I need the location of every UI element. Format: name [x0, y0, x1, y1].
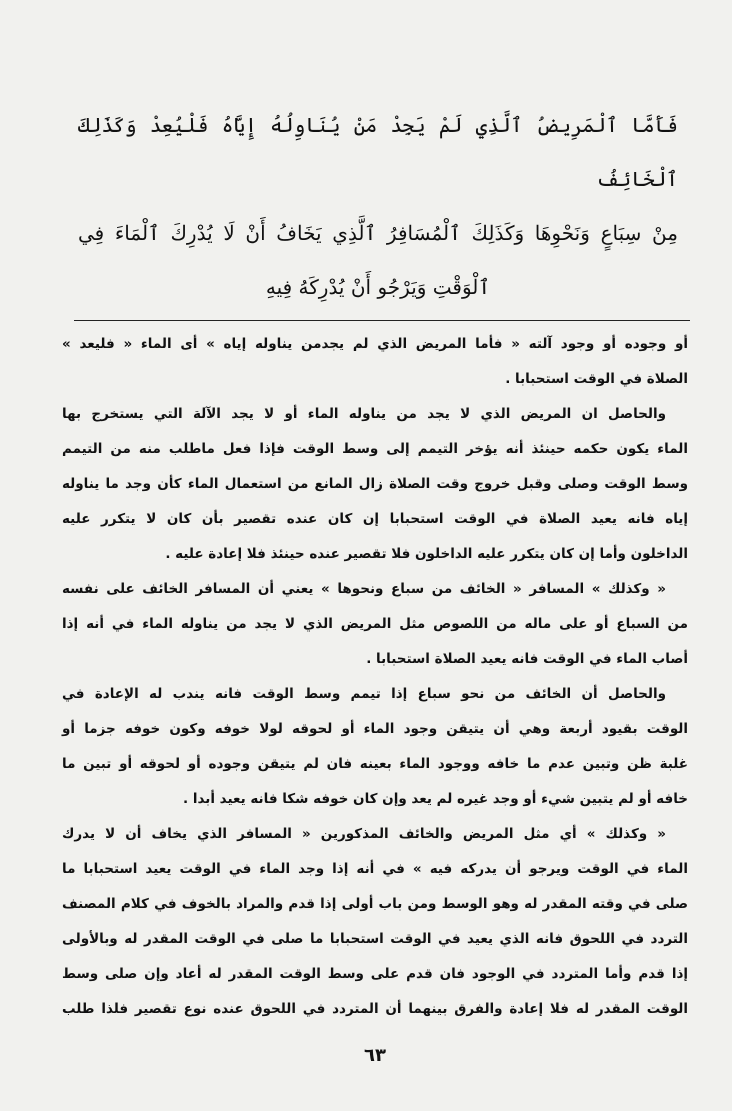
verse-line: ٱلْوَقْتِ وَيَرْجُو أَنْ يُدْرِكَهُ فِيهِ	[265, 275, 491, 299]
commentary-text	[62, 327, 688, 1027]
text-line: والحاصل ان المريض الذي لا يجد من يناوله الماء أو لا يجد الآلة التي يستخرج بها	[62, 406, 666, 422]
text-line: غلبة ظن وتبين عدم ما خافه ووجود الماء بعينه فان لم يتيقن وجوده أو لحوقه أو تبين ما	[62, 756, 688, 772]
text-line: « وكذلك » المسافر « الخائف من سباع ونحوها » يعني أن المسافر الخائف على نفسه	[62, 581, 666, 597]
text-line: إذا قدم وأما المتردد في الوجود فان قدم على وسط الوقت المقدر له أعاد وإن صلى وسط	[62, 966, 688, 982]
text-line: خافه أو لم يتبين شيء أو وجد غيره لم يعد وإن كان خوفه شكا فانه يعيد أبدا .	[183, 791, 688, 807]
page-number: ٦٣	[364, 1045, 386, 1066]
verse-line: فَأَمَّا ٱلْمَرِيضُ ٱلَّذِي لَمْ يَجِدْ مَنْ يُنَاوِلُهُ إِيَّاهُ فَلْيُعِدْ وَكَذَلِكَ ٱلْخَائِفُ	[78, 113, 678, 191]
text-line: والحاصل أن الخائف من نحو سباع إذا تيمم وسط الوقت فانه يندب له الإعادة في	[62, 686, 666, 702]
text-line: أصاب الماء في الوقت فانه يعيد الصلاة استحبابا .	[366, 651, 688, 667]
text-line: « وكذلك » أي مثل المريض والخائف المذكورين « المسافر الذي يخاف أن لا يدرك	[62, 826, 666, 842]
text-line: الوقت بقيود أربعة وهي أن يتيقن وجود الماء أو لحوقه لولا خوفه وكون خوفه جزما أو	[62, 721, 688, 737]
text-line: الماء يكون حكمه حينئذ أنه يؤخر التيمم إلى وسط الوقت فإذا فعل ماطلب منه من التيمم	[62, 441, 688, 457]
text-line: من السباع أو على ماله من اللصوص مثل المريض الذي لا يجد من يناوله الماء في أنه إذا	[62, 616, 688, 632]
text-line: الداخلون وأما إن كان يتكرر عليه الداخلون فلا تقصير عنده حينئذ فلا إعادة عليه .	[165, 546, 688, 562]
text-line: الماء في الوقت ويرجو أن يدركه فيه » في أنه إذا وجد الماء في الوقت يعيد استحبابا ما	[62, 861, 688, 877]
text-line: صلى في وقته المقدر له وهو الوسط ومن باب أولى إذا قدم والمراد بالخوف في كلام المصنف	[62, 896, 688, 912]
text-line: وسط الوقت وصلى وقبل خروج وقت الصلاة زال المانع من استعمال الماء كأن وجد ما يناوله	[62, 476, 688, 492]
verse-line: مِنْ سِبَاعٍ وَنَحْوِهَا وَكَذَلِكَ ٱلْمُسَافِرُ ٱلَّذِي يَخَافُ أَنْ لَا يُدْرِكَ ٱلْمَاءَ فِي	[78, 221, 678, 245]
text-line: الصلاة في الوقت استحبابا .	[505, 371, 688, 387]
text-line: إياه فانه يعيد الصلاة في الوقت استحبابا إن كان عنده تقصير بأن كان لا يتكرر عليه	[62, 511, 688, 527]
text-line: أو وجوده أو وجود آلته « فأما المريض الذي لم يجدمن يناوله إياه » أى الماء « فليعد »	[62, 336, 688, 352]
matn-verse	[78, 98, 678, 314]
separator-rule	[74, 320, 690, 321]
text-line: الوقت المقدر له فلا إعادة والفرق بينهما أن المتردد في اللحوق عنده نوع تقصير فلذا طلب	[62, 1001, 688, 1017]
text-line: التردد في اللحوق فانه الذي يعيد في الوقت استحبابا ما صلى في الوقت المقدر له وبالأولى	[62, 931, 688, 947]
